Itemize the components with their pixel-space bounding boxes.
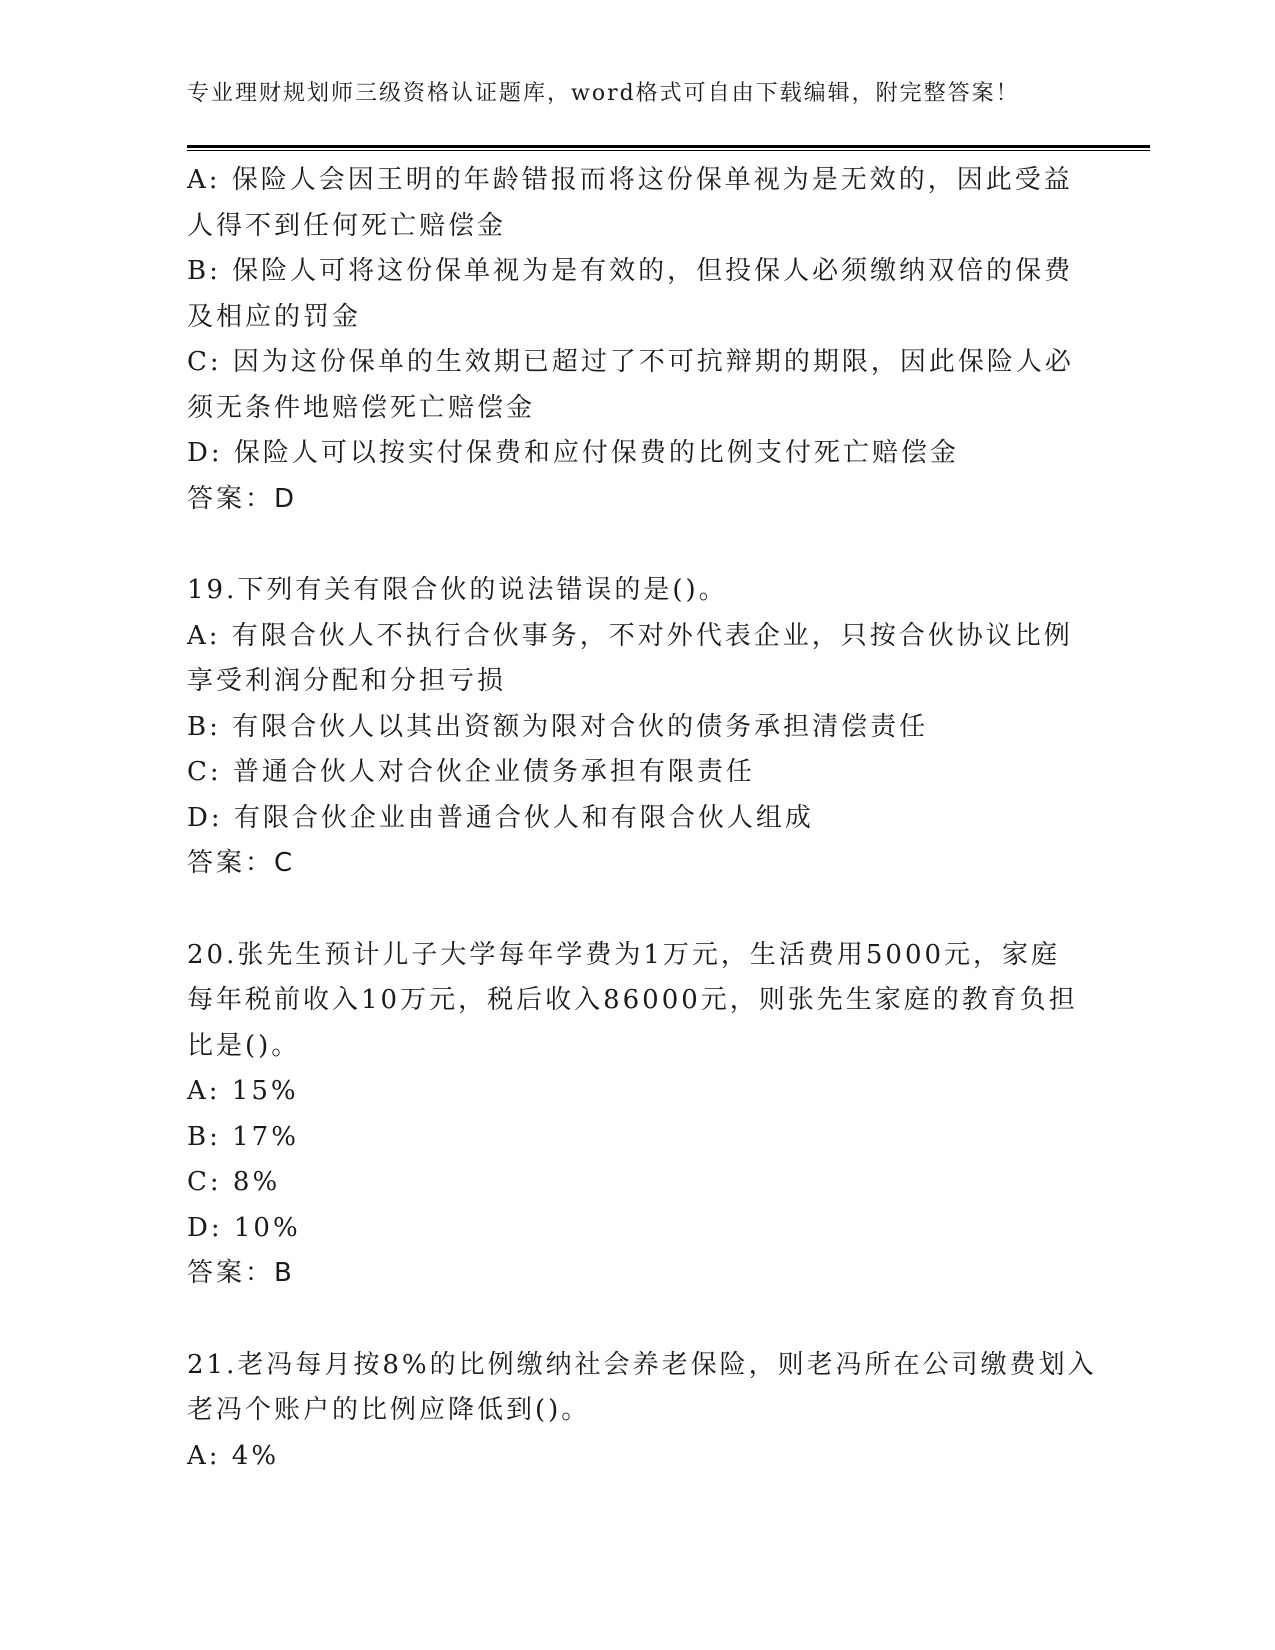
q19-option-a-line1: A: 有限合伙人不执行合伙事务，不对外代表企业，只按合伙协议比例 xyxy=(187,620,1073,651)
header-rule-thick xyxy=(187,145,1150,148)
q18-option-c-line1: C: 因为这份保单的生效期已超过了不可抗辩期的期限，因此保险人必 xyxy=(187,347,1074,377)
document-body xyxy=(187,158,1097,1479)
q20-answer: 答案：B xyxy=(187,1258,295,1288)
q20-option-a: A: 15% xyxy=(187,1076,299,1106)
spacer xyxy=(187,1297,1087,1343)
q19-stem: 19.下列有关有限合伙的说法错误的是()。 xyxy=(187,575,728,605)
q20-stem-line1: 20.张先生预计儿子大学每年学费为1万元，生活费用5000元，家庭 xyxy=(187,939,1061,970)
q21-stem-line2: 老冯个账户的比例应降低到()。 xyxy=(187,1395,591,1425)
spacer xyxy=(187,522,1087,568)
q20-option-c: C: 8% xyxy=(187,1167,281,1197)
q19-option-a-line2: 享受利润分配和分担亏损 xyxy=(187,666,507,696)
q18-answer: 答案：D xyxy=(187,483,298,514)
q18-option-d: D: 保险人可以按实付保费和应付保费的比例支付死亡赔偿金 xyxy=(187,438,959,468)
q21-stem-line1: 21.老冯每月按8%的比例缴纳社会养老保险，则老冯所在公司缴费划入 xyxy=(187,1349,1097,1380)
spacer xyxy=(187,887,1087,933)
page-header: 专业理财规划师三级资格认证题库，word格式可自由下载编辑，附完整答案！ xyxy=(187,81,1020,106)
q18-option-a-line1: A: 保险人会因王明的年龄错报而将这份保单视为是无效的，因此受益 xyxy=(187,165,1073,195)
q19-answer: 答案：C xyxy=(187,848,296,878)
header-rule-thin xyxy=(187,150,1150,151)
q18-option-a-line2: 人得不到任何死亡赔偿金 xyxy=(187,210,507,241)
q20-option-d: D: 10% xyxy=(187,1212,301,1243)
q19-option-b: B: 有限合伙人以其出资额为限对合伙的债务承担清偿责任 xyxy=(187,711,929,742)
q18-option-b-line2: 及相应的罚金 xyxy=(187,301,362,332)
q20-option-b: B: 17% xyxy=(187,1121,299,1152)
question-20 xyxy=(187,933,1087,1297)
question-18-options xyxy=(187,158,1087,522)
q19-option-c: C: 普通合伙人对合伙企业债务承担有限责任 xyxy=(187,757,755,787)
q18-option-c-line2: 须无条件地赔偿死亡赔偿金 xyxy=(187,392,536,423)
question-19 xyxy=(187,568,1087,887)
q18-option-b-line1: B: 保险人可将这份保单视为是有效的，但投保人必须缴纳双倍的保费 xyxy=(187,256,1074,286)
q20-stem-line2: 每年税前收入10万元，税后收入86000元，则张先生家庭的教育负担 xyxy=(187,985,1078,1015)
question-21 xyxy=(187,1343,1097,1480)
q20-stem-line3: 比是()。 xyxy=(187,1030,301,1061)
q19-option-d: D: 有限合伙企业由普通合伙人和有限合伙人组成 xyxy=(187,802,814,833)
q21-option-a: A: 4% xyxy=(187,1440,280,1471)
